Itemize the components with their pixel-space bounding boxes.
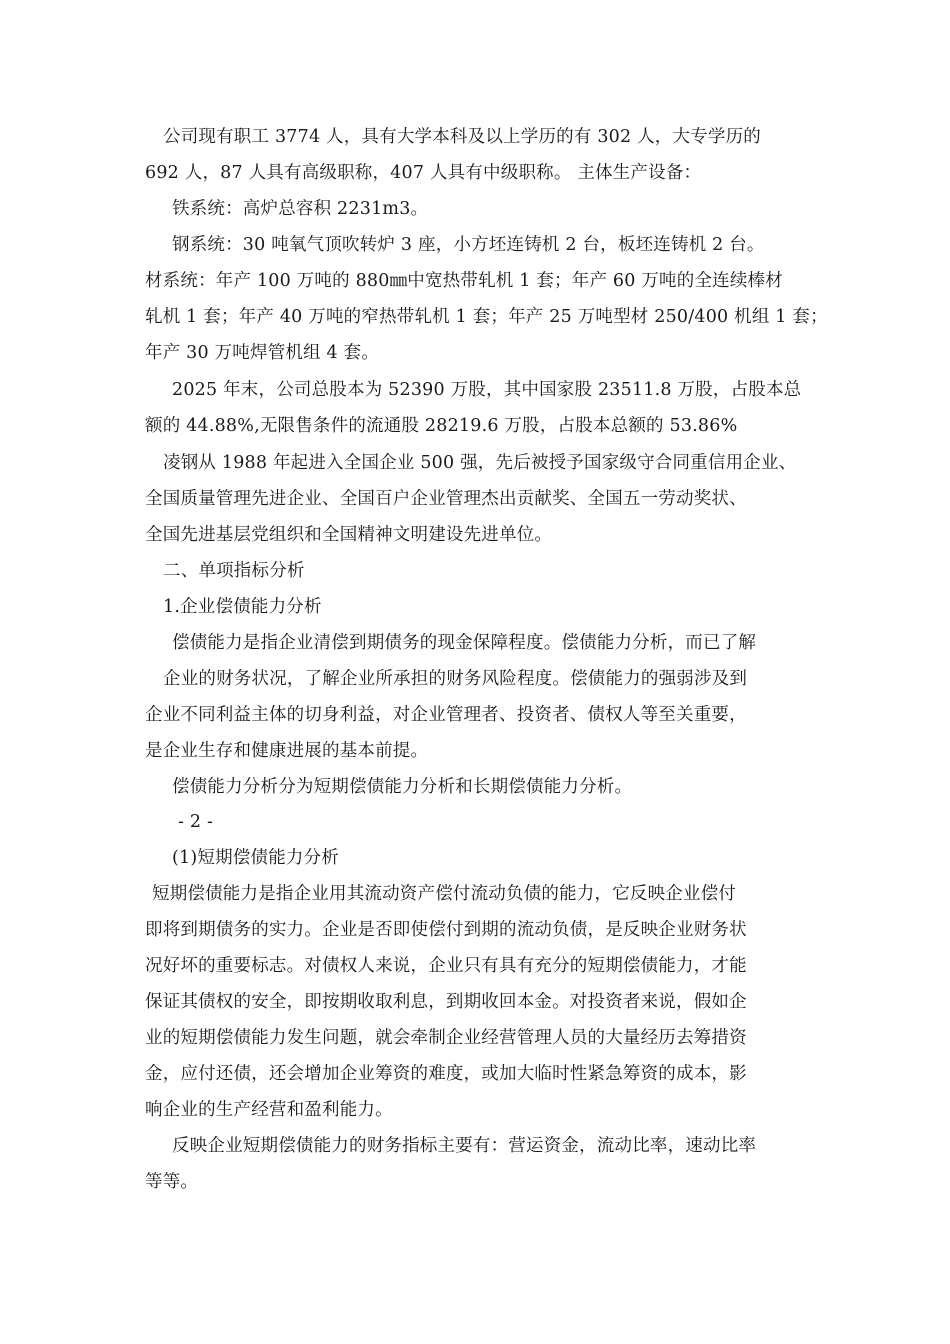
page-number: - 2 - — [178, 812, 214, 832]
paragraph-line: 凌钢从 1988 年起进入全国企业 500 强，先后被授予国家级守合同重信用企业、 — [163, 453, 797, 473]
paragraph-line: 钢系统：30 吨氧气顶吹转炉 3 座，小方坯连铸机 2 台，板坯连铸机 2 台。 — [172, 235, 765, 255]
paragraph-line: 全国先进基层党组织和全国精神文明建设先进单位。 — [145, 525, 553, 545]
paragraph-line: 2025 年末，公司总股本为 52390 万股，其中国家股 23511.8 万股，占股本总 — [172, 380, 802, 400]
paragraph-line: 企业的财务状况，了解企业所承担的财务风险程度。偿债能力的强弱涉及到 — [163, 669, 748, 689]
paragraph-line: 年产 30 万吨焊管机组 4 套。 — [145, 343, 380, 363]
paragraph-line: 企业不同利益主体的切身利益，对企业管理者、投资者、债权人等至关重要， — [145, 705, 747, 725]
subsection-heading: (1)短期偿债能力分析 — [172, 848, 339, 868]
paragraph-line: 材系统：年产 100 万吨的 880㎜中宽热带轧机 1 套；年产 60 万吨的全连续棒材 — [145, 271, 783, 291]
paragraph-line: 公司现有职工 3774 人，具有大学本科及以上学历的有 302 人，大专学历的 — [163, 127, 761, 147]
paragraph-line: 业的短期偿债能力发生问题，就会牵制企业经营管理人员的大量经历去筹措资 — [145, 1028, 747, 1048]
paragraph-line: 响企业的生产经营和盈利能力。 — [145, 1100, 393, 1120]
paragraph-line: 偿债能力是指企业清偿到期债务的现金保障程度。偿债能力分析，而已了解 — [172, 633, 757, 653]
paragraph-line: 短期偿债能力是指企业用其流动资产偿付流动负债的能力，它反映企业偿付 — [152, 884, 737, 904]
paragraph-line: 保证其债权的安全，即按期收取利息，到期收回本金。对投资者来说，假如企 — [145, 992, 747, 1012]
paragraph-line: 金，应付还债，还会增加企业筹资的难度，或加大临时性紧急筹资的成本，影 — [145, 1064, 747, 1084]
section-heading: 二、单项指标分析 — [163, 561, 305, 581]
paragraph-line: 692 人，87 人具有高级职称，407 人具有中级职称。 主体生产设备： — [145, 163, 702, 183]
paragraph-line: 反映企业短期偿债能力的财务指标主要有：营运资金，流动比率，速动比率 — [172, 1136, 757, 1156]
paragraph-line: 即将到期债务的实力。企业是否即使偿付到期的流动负债，是反映企业财务状 — [145, 920, 747, 940]
subsection-heading: 1.企业偿债能力分析 — [163, 597, 322, 617]
paragraph-line: 额的 44.88%,无限售条件的流通股 28219.6 万股，占股本总额的 53.86% — [145, 416, 738, 436]
paragraph-line: 是企业生存和健康进展的基本前提。 — [145, 741, 429, 761]
paragraph-line: 偿债能力分析分为短期偿债能力分析和长期偿债能力分析。 — [172, 777, 633, 797]
paragraph-line: 全国质量管理先进企业、全国百户企业管理杰出贡献奖、全国五一劳动奖状、 — [145, 489, 747, 509]
paragraph-line: 况好坏的重要标志。对债权人来说，企业只有具有充分的短期偿债能力，才能 — [145, 956, 747, 976]
paragraph-line: 铁系统：高炉总容积 2231m3。 — [172, 199, 429, 219]
paragraph-line: 轧机 1 套；年产 40 万吨的窄热带轧机 1 套；年产 25 万吨型材 250/400 机组 1 套； — [145, 307, 828, 327]
paragraph-line: 等等。 — [145, 1172, 199, 1192]
